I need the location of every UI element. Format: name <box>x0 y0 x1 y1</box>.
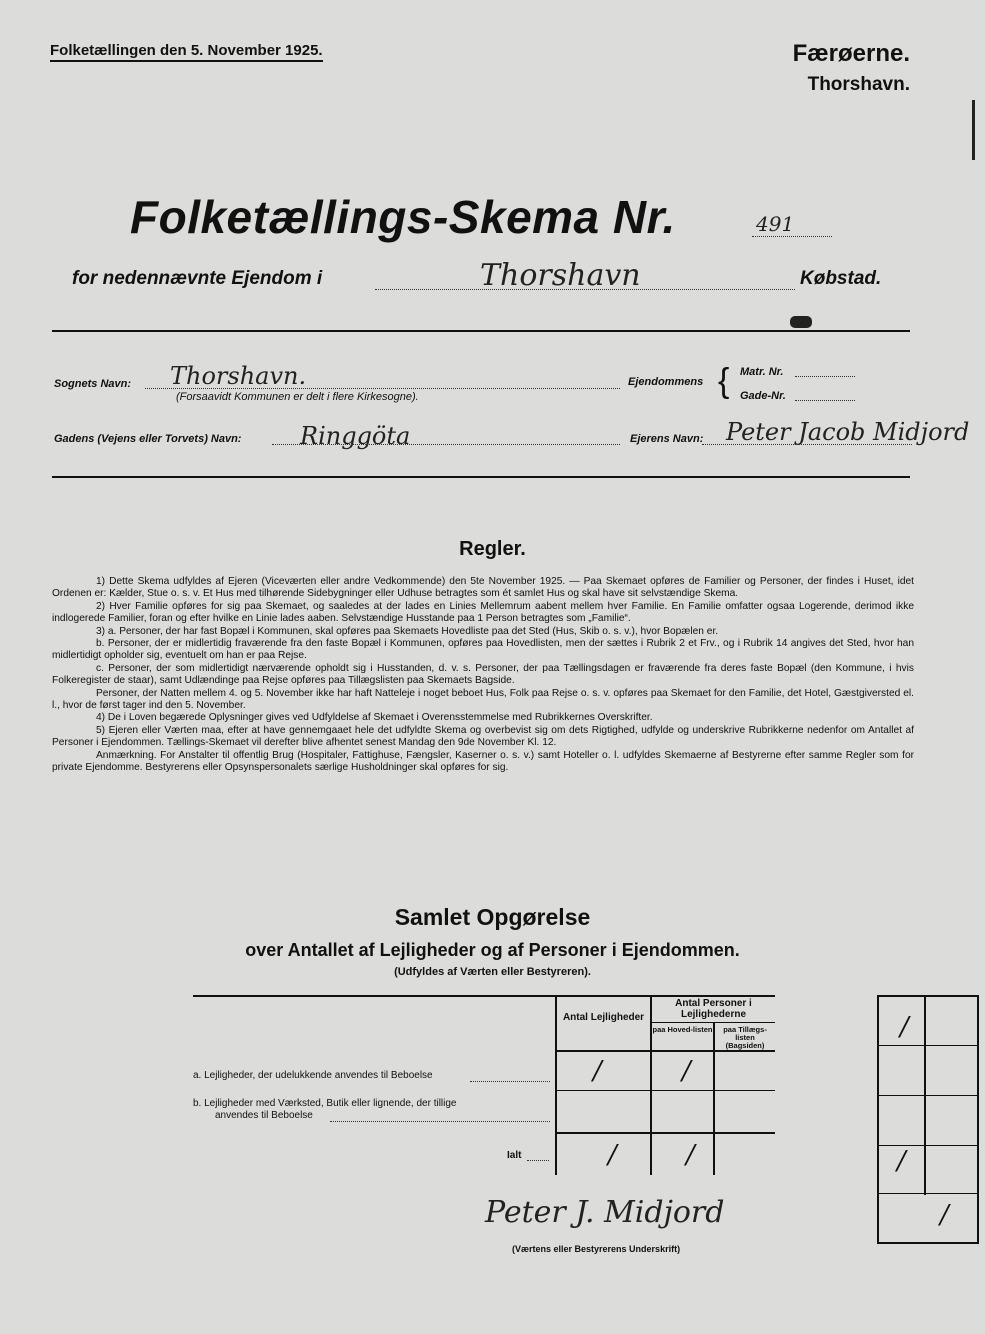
side-box-line <box>879 1193 977 1194</box>
matr-dotted-line <box>795 376 855 377</box>
sogn-note: (Forsaavidt Kommunen er delt i flere Kirkesogne). <box>176 391 419 403</box>
tick-hoved-ialt: / <box>686 1140 695 1170</box>
town-dotted-line <box>375 289 795 290</box>
row-a-dots <box>470 1081 550 1082</box>
ejendom-label: Ejendommens <box>628 376 704 388</box>
form-title: Folketællings-Skema Nr. <box>130 191 676 243</box>
form-number-handwritten: 491 <box>756 212 795 236</box>
gade-value-handwritten: Ringgöta <box>300 422 411 450</box>
rules-title: Regler. <box>459 538 526 560</box>
rule-paragraph: 3) a. Personer, der har fast Bopæl i Kommunen, skal opføres paa Skemaets Hovedliste paa det Sted (Hus, Skib o. s. v.), hvor Bopælen er. <box>96 625 719 637</box>
summary-subtitle: over Antallet af Lejligheder og af Personer i Ejendommen. <box>245 940 740 960</box>
brace-glyph: { <box>718 362 730 400</box>
number-dotted-line <box>752 236 832 237</box>
divider-line <box>52 330 910 332</box>
rule-paragraph: Personer, der Natten mellem 4. og 5. November ikke har haft Natteleje i noget beboet Hus, Folk paa Rejse o. s. v. opføres paa Skemaet for den Familie, det Hotel, Gæstgiversted el. l., hvor de først tager ind den 5. November. <box>52 687 914 712</box>
side-box-vline <box>924 995 926 1195</box>
matr-label: Matr. Nr. <box>740 366 784 378</box>
side-tick-1: / <box>900 1012 909 1042</box>
rule-paragraph: 5) Ejeren eller Værten maa, efter at have gennemgaaet hele det udfyldte Skema og overbevist sig om dets Rigtighed, udfylde og underskrive Rubrikkerne nedenfor om Antallet af Personer i Ejendommen. Tællings-Skemaet vil derefter blive afhentet senest Mandag den 9de November Kl. 12. <box>52 724 914 749</box>
row-b-label-2: anvendes til Beboelse <box>215 1110 313 1121</box>
edge-mark <box>972 100 975 160</box>
row-b-dots <box>330 1121 550 1122</box>
sogn-dotted-line <box>145 388 620 389</box>
side-tick-2: / <box>897 1146 906 1176</box>
tick-antal-ialt: / <box>608 1140 617 1170</box>
table-top-line <box>193 995 775 997</box>
ejer-value-handwritten: Peter Jacob Midjord <box>726 418 970 446</box>
col-tillaeg-header: paa Tillægs-listen (Bagsiden) <box>723 1025 767 1050</box>
table-hline <box>555 1090 775 1091</box>
summary-note: (Udfyldes af Værten eller Bestyreren). <box>394 966 591 978</box>
gade-dotted-line <box>272 444 620 445</box>
table-hline <box>555 1132 775 1134</box>
kobstad-label: Købstad. <box>800 268 882 289</box>
row-a-label: a. Lejligheder, der udelukkende anvendes til Beboelse <box>193 1070 433 1081</box>
col-antal-header: Antal Lejligheder <box>562 1012 645 1023</box>
gade-label: Gadens (Vejens eller Torvets) Navn: <box>54 433 242 445</box>
region-header: Færøerne. <box>792 40 910 67</box>
row-b-label: b. Lejligheder med Værksted, Butik eller lignende, der tillige <box>193 1098 457 1109</box>
side-tally-box <box>877 995 979 1244</box>
sogn-value-handwritten: Thorshavn. <box>170 362 307 390</box>
col-personer-header: Antal Personer i Lejlighederne <box>675 998 752 1020</box>
side-box-line <box>879 1095 977 1096</box>
ink-blot <box>790 316 812 328</box>
summary-title: Samlet Opgørelse <box>394 904 591 930</box>
rule-paragraph: b. Personer, der er midlertidig fraværende fra den faste Bopæl i Kommunen, opføres paa Hovedlisten, men der sættes i Rubrik 2 et Frv., og i Rubrik 14 angives det Sted, hvor han midlertidigt opholder sig, eventuelt om han er paa Rejse. <box>52 638 914 662</box>
table-hline <box>555 1050 775 1052</box>
town-handwritten: Thorshavn <box>480 258 641 293</box>
tick-antal-a: / <box>593 1056 602 1086</box>
row-ialt-label: Ialt <box>507 1150 522 1161</box>
signature-label: (Værtens eller Bestyrerens Underskrift) <box>512 1244 681 1254</box>
side-box-line <box>879 1045 977 1046</box>
gade-nr-dotted-line <box>795 400 855 401</box>
side-box-line <box>879 1145 977 1146</box>
property-subtitle: for nedennævnte Ejendom i <box>72 268 323 289</box>
census-date-header: Folketællingen den 5. November 1925. <box>50 42 323 62</box>
rule-paragraph: 4) De i Loven begærede Oplysninger gives ved Udfyldelse af Skemaet i Overensstemmelse med Rubrikkernes Overskrifter. <box>96 712 653 724</box>
tick-hoved-a: / <box>682 1056 691 1086</box>
rule-paragraph: 1) Dette Skema udfyldes af Ejeren (Viceværten eller andre Vedkommende) den 5te November 1925. — Paa Skemaet opføres de Familier og Personer, der findes i Huset, idet Ordenen er: Kælder, Stue o. s. v. Et Hus med tilhørende Sidebygninger eller Udhuse betragtes som ét samlet Hus og skal have sit selvstændige Skema. <box>52 576 914 600</box>
ejer-label: Ejerens Navn: <box>630 433 704 445</box>
city-header: Thorshavn. <box>807 74 910 95</box>
side-tick-3: / <box>940 1200 949 1230</box>
table-hline <box>652 1022 775 1023</box>
gade-nr-label: Gade-Nr. <box>740 390 786 402</box>
divider-line-2 <box>52 476 910 478</box>
rule-paragraph: 2) Hver Familie opføres for sig paa Skemaet, og saaledes at der lades en Linies Mellemrum aabent mellem hver Familie. En Familie omfatter ogsaa Logerende, derimod ikke indlogerede Familier, foran og efter hvilke en Linie lades aaben. Selvstændige Husstande paa 1 Person betragtes som „Familie“. <box>52 600 914 625</box>
col-hoved-header: paa Hoved-listen <box>652 1025 713 1034</box>
rules-text <box>52 576 914 775</box>
signature-handwritten: Peter J. Midjord <box>485 1195 725 1230</box>
rule-paragraph: c. Personer, der som midlertidigt nærværende opholdt sig i Husstanden, d. v. s. Personer, der paa Tællingsdagen er fraværende fra deres faste Bopæl (den Kommune, i hvis Folkeregister de staar), samt Udlændinge paa Rejse opføres paa Tillægslisten paa Skemaets Bagside. <box>52 662 914 687</box>
ejer-dotted-line <box>702 444 912 445</box>
row-ialt-dots <box>527 1160 549 1161</box>
rule-paragraph: Anmærkning. For Anstalter til offentlig Brug (Hospitaler, Fattighuse, Fængsler, Kaserner o. s. v.) samt Hoteller o. l. udfyldes Skemaerne af Bestyrerne efter samme Regler som for private Ejendomme. Bestyrerens eller Opsynspersonalets særlige Husholdninger skal opføres for sig. <box>52 749 914 774</box>
sogn-label: Sognets Navn: <box>54 378 132 390</box>
